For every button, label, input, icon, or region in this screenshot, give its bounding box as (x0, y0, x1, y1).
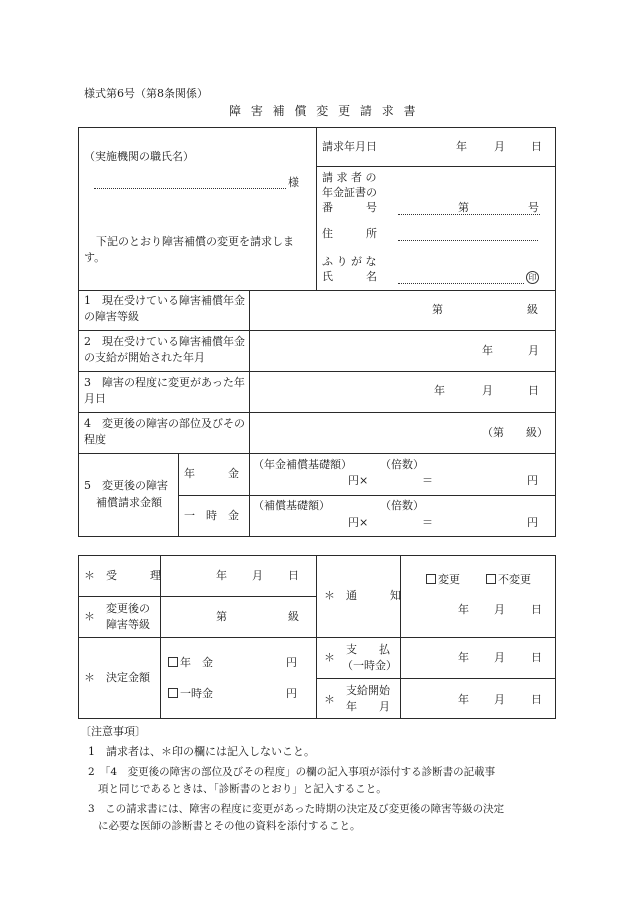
grade-asterisk: ＊ (84, 610, 95, 623)
start-tsuki: 月 (494, 693, 505, 706)
row5-lump-label: 一 時 金 (184, 509, 239, 522)
form-title: 障 害 補 償 変 更 請 求 書 (229, 104, 419, 118)
row5-pension-yen: 円 (527, 474, 538, 487)
notice-nen: 年 (458, 603, 469, 616)
furigana-label: ふ り が な (322, 255, 377, 268)
cert-number-field[interactable] (398, 214, 540, 215)
start-label-1: 支給開始 (346, 684, 390, 697)
grade-kyu: 級 (288, 610, 299, 623)
payment-label-2: （一時金） (342, 659, 397, 672)
grade-label-2: 障害等級 (106, 618, 150, 631)
request-year-label[interactable]: 年 (456, 140, 467, 153)
seal-mark: 印 (526, 271, 539, 284)
receipt-label: ＊ 受 理 (84, 569, 161, 582)
row5-lump-yen: 円 (527, 516, 538, 529)
receipt-tsuki: 月 (252, 569, 263, 582)
row1-label: 1 現在受けている障害補償年金の障害等級 (84, 294, 245, 323)
changed-checkbox[interactable] (426, 574, 436, 584)
payment-hi: 日 (531, 651, 542, 664)
row5-lump-multiplier-label: （倍数） (380, 499, 424, 512)
decision-lump-yen: 円 (286, 687, 297, 700)
decision-pension-option[interactable]: 年 金 (168, 657, 213, 670)
note-2-line-1: 2 「4 変更後の障害の部位及びその程度」の欄の記入事項が添付する診断書の記載事 (88, 766, 496, 778)
row3-tsuki: 月 (482, 384, 493, 397)
row5-lump-base-label: （補償基礎額） (253, 499, 330, 512)
request-day-label[interactable]: 日 (531, 140, 542, 153)
request-statement: 下記のとおり障害補償の変更を請求します。 (84, 235, 294, 264)
note-3-line-2: に必要な医師の診断書とその他の資料を添付すること。 (98, 820, 361, 832)
start-label-2: 年 月 (346, 700, 390, 713)
row4-label: 4 変更後の障害の部位及びその程度 (84, 417, 245, 446)
payment-tsuki: 月 (494, 651, 505, 664)
sama-label: 様 (288, 176, 299, 189)
cert-gou-label: 号 (528, 201, 539, 214)
form-number: 様式第6号（第8条関係） (84, 87, 208, 100)
notes-heading: 〔注意事項〕 (80, 725, 146, 738)
row5-lump-yen-x: 円× (348, 516, 369, 529)
row4-grade: （第 級） (482, 426, 548, 439)
notice-label: ＊ 通 知 (324, 589, 401, 602)
row2-label: 2 現在受けている障害補償年金の支給が開始された年月 (84, 335, 245, 364)
decision-lump-option[interactable]: 一時金 (168, 688, 213, 701)
note-3-line-1: 3 この請求書には、障害の程度に変更があった時期の決定及び変更後の障害等級の決定 (88, 803, 505, 815)
start-asterisk: ＊ (324, 693, 335, 706)
payment-asterisk: ＊ (324, 651, 335, 664)
changed-option[interactable]: 変更 (426, 574, 460, 587)
row3-label: 3 障害の程度に変更があった年月日 (84, 376, 245, 405)
cert-dai-label: 第 (458, 201, 469, 214)
row1-kyu: 級 (527, 303, 538, 316)
note-1: 1 請求者は、＊印の欄には記入しないこと。 (88, 745, 315, 758)
row2-nen: 年 (482, 344, 493, 357)
grade-dai: 第 (216, 610, 227, 623)
row5-lump-equals: ＝ (422, 516, 433, 529)
address-field[interactable] (398, 240, 538, 241)
request-month-label[interactable]: 月 (494, 140, 505, 153)
unchanged-option[interactable]: 不変更 (486, 574, 531, 587)
receipt-nen: 年 (216, 569, 227, 582)
name-field[interactable] (398, 283, 524, 284)
payment-nen: 年 (458, 651, 469, 664)
receipt-hi: 日 (288, 569, 299, 582)
decision-pension-yen: 円 (286, 656, 297, 669)
institution-field[interactable] (94, 188, 286, 189)
row5-pension-equals: ＝ (422, 474, 433, 487)
payment-label-1: 支 払 (346, 643, 390, 656)
start-nen: 年 (458, 693, 469, 706)
row5-pension-base-label: （年金補償基礎額） (253, 458, 352, 471)
row2-tsuki: 月 (528, 344, 539, 357)
address-label: 住 所 (322, 227, 377, 240)
pension-cert-label-1: 請 求 者 の (322, 171, 377, 184)
name-label: 氏 名 (322, 270, 377, 283)
request-date-label: 請求年月日 (322, 140, 377, 153)
notice-tsuki: 月 (494, 603, 505, 616)
institution-label: （実施機関の職氏名） (84, 150, 194, 163)
pension-cert-label-2: 年金証書の (322, 186, 377, 199)
start-hi: 日 (531, 693, 542, 706)
row5-label-2: 補償請求金額 (96, 496, 162, 509)
unchanged-checkbox[interactable] (486, 574, 496, 584)
row5-pension-label: 年 金 (184, 467, 239, 480)
pension-checkbox[interactable] (168, 657, 178, 667)
pension-cert-label-3: 番 号 (322, 201, 377, 214)
row5-pension-multiplier-label: （倍数） (380, 458, 424, 471)
row3-hi: 日 (528, 384, 539, 397)
notice-hi: 日 (531, 603, 542, 616)
row5-label-1: 5 変更後の障害 (84, 479, 168, 492)
row5-pension-yen-x: 円× (348, 474, 369, 487)
lump-sum-checkbox[interactable] (168, 688, 178, 698)
decision-label: ＊ 決定金額 (84, 671, 150, 684)
row3-nen: 年 (434, 384, 445, 397)
row1-dai: 第 (432, 303, 443, 316)
grade-label-1: 変更後の (106, 602, 150, 615)
note-2-line-2: 項と同じであるときは、「診断書のとおり」と記入すること。 (98, 783, 387, 795)
